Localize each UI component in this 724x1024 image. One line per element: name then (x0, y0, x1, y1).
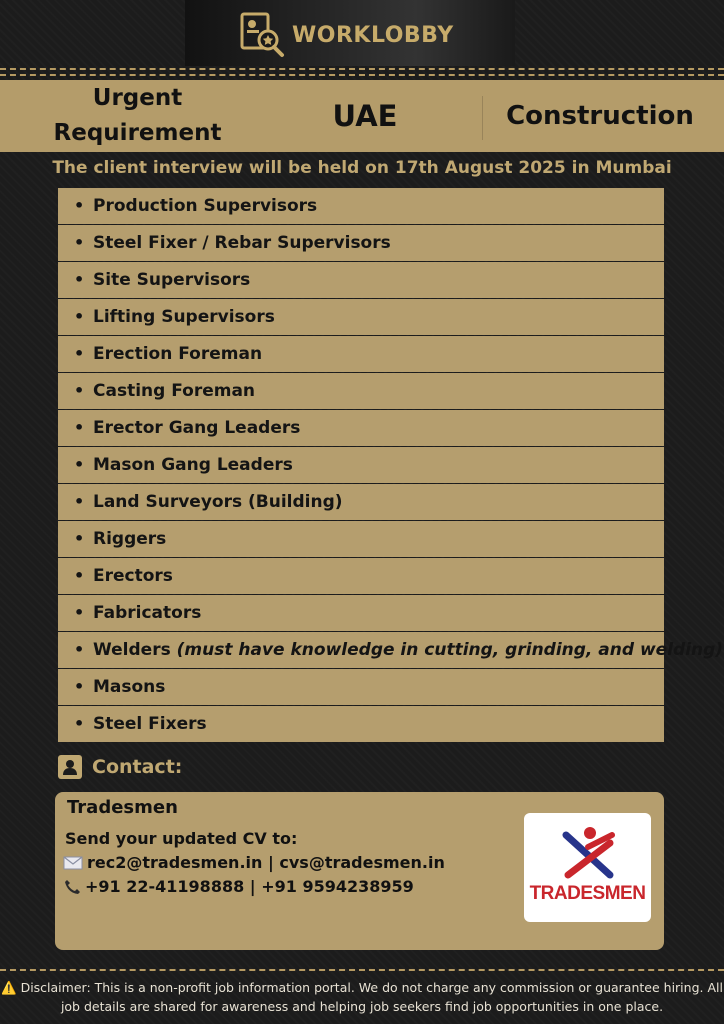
job-list-item (58, 410, 664, 446)
phone-numbers[interactable]: +91 22-41198888 | +91 9594238959 (85, 877, 414, 896)
company-name: Tradesmen (67, 797, 178, 818)
bullet-icon: • (74, 233, 85, 252)
job-title-text: Erector Gang Leaders (93, 418, 301, 438)
bullet-icon: • (74, 492, 85, 511)
job-title-text: Steel Fixer / Rebar Supervisors (93, 233, 391, 253)
job-list-item (58, 484, 664, 520)
email-line (63, 853, 445, 872)
job-title-text: Lifting Supervisors (93, 307, 275, 327)
contact-label: Contact: (92, 756, 183, 778)
job-title-text: Mason Gang Leaders (93, 455, 293, 475)
bullet-icon: • (74, 640, 85, 659)
bullet-icon: • (74, 196, 85, 215)
job-title (93, 640, 723, 660)
disclaimer-line-2: job details are shared for awareness and helping job seekers find job opportunities in one place. (60, 999, 664, 1014)
job-list-item (58, 706, 664, 742)
job-title-text: Steel Fixers (93, 714, 207, 734)
job-title (93, 492, 343, 512)
divider-dashed-bottom (0, 969, 724, 971)
job-list-item (58, 558, 664, 594)
job-title-text: Casting Foreman (93, 381, 256, 401)
person-icon (58, 755, 82, 779)
tradesmen-logo-text: TRADESMEN (529, 883, 646, 904)
job-title-text: Land Surveyors (Building) (93, 492, 343, 512)
job-list (58, 188, 724, 743)
contact-card (55, 792, 664, 950)
bullet-icon: • (74, 566, 85, 585)
divider-dashed-top (0, 68, 724, 70)
bullet-icon: • (74, 418, 85, 437)
bullet-icon: • (74, 529, 85, 548)
job-title (93, 381, 255, 401)
phone-line (63, 877, 414, 896)
disclaimer-line-1: ⚠️ Disclaimer: This is a non-profit job information portal. We do not charge any commission or guarantee hiring. All (1, 980, 723, 995)
interview-note: The client interview will be held on 17th August 2025 in Mumbai (52, 158, 672, 178)
job-list-item (58, 262, 664, 298)
job-title (93, 529, 166, 549)
job-title-text: Riggers (93, 529, 167, 549)
job-title (93, 418, 300, 438)
title-divider (482, 96, 483, 140)
job-title-text: Fabricators (93, 603, 202, 623)
tradesmen-logo (524, 813, 651, 922)
sector-label: Construction (506, 101, 694, 131)
bullet-icon: • (74, 677, 85, 696)
disclaimer (0, 978, 724, 1016)
job-title (93, 566, 173, 586)
job-title (93, 270, 250, 290)
bullet-icon: • (74, 603, 85, 622)
worklobby-logo (240, 10, 454, 60)
send-cv-label: Send your updated CV to: (65, 829, 298, 848)
job-list-item (58, 336, 664, 372)
job-list-item (58, 595, 664, 631)
job-list-item (58, 632, 724, 668)
job-title-text: Erectors (93, 566, 173, 586)
job-title (93, 455, 293, 475)
job-title (93, 307, 275, 327)
job-title (93, 677, 165, 697)
job-note: (must have knowledge in cutting, grinding, and welding) (176, 640, 724, 660)
bullet-icon: • (74, 307, 85, 326)
job-list-item (58, 299, 664, 335)
phone-icon (63, 879, 81, 895)
job-title (93, 233, 391, 253)
job-title (93, 603, 201, 623)
job-title (93, 344, 262, 364)
job-title (93, 196, 317, 216)
job-list-item (58, 447, 664, 483)
job-title-text: Site Supervisors (93, 270, 251, 290)
envelope-icon (63, 856, 83, 870)
email-addresses[interactable]: rec2@tradesmen.in | cvs@tradesmen.in (87, 853, 445, 872)
job-title-text: Welders (93, 640, 171, 660)
bullet-icon: • (74, 270, 85, 289)
bullet-icon: • (74, 344, 85, 363)
tradesmen-figure-icon (524, 813, 651, 885)
brand-name: WORKLOBBY (292, 22, 454, 48)
job-title-text: Masons (93, 677, 166, 697)
job-list-item (58, 521, 664, 557)
divider-dashed-top-2 (0, 74, 724, 76)
job-list-item (58, 373, 664, 409)
country-label: UAE (332, 99, 398, 133)
bullet-icon: • (74, 455, 85, 474)
document-search-icon (240, 12, 284, 58)
job-title (93, 714, 207, 734)
job-list-item (58, 225, 664, 261)
job-title-text: Erection Foreman (93, 344, 263, 364)
bullet-icon: • (74, 714, 85, 733)
contact-heading (58, 754, 182, 780)
bullet-icon: • (74, 381, 85, 400)
title-bar (0, 80, 724, 152)
urgent-requirement-label: Urgent Requirement (53, 85, 222, 146)
job-list-item (58, 188, 664, 224)
job-title-text: Production Supervisors (93, 196, 318, 216)
job-list-item (58, 669, 664, 705)
